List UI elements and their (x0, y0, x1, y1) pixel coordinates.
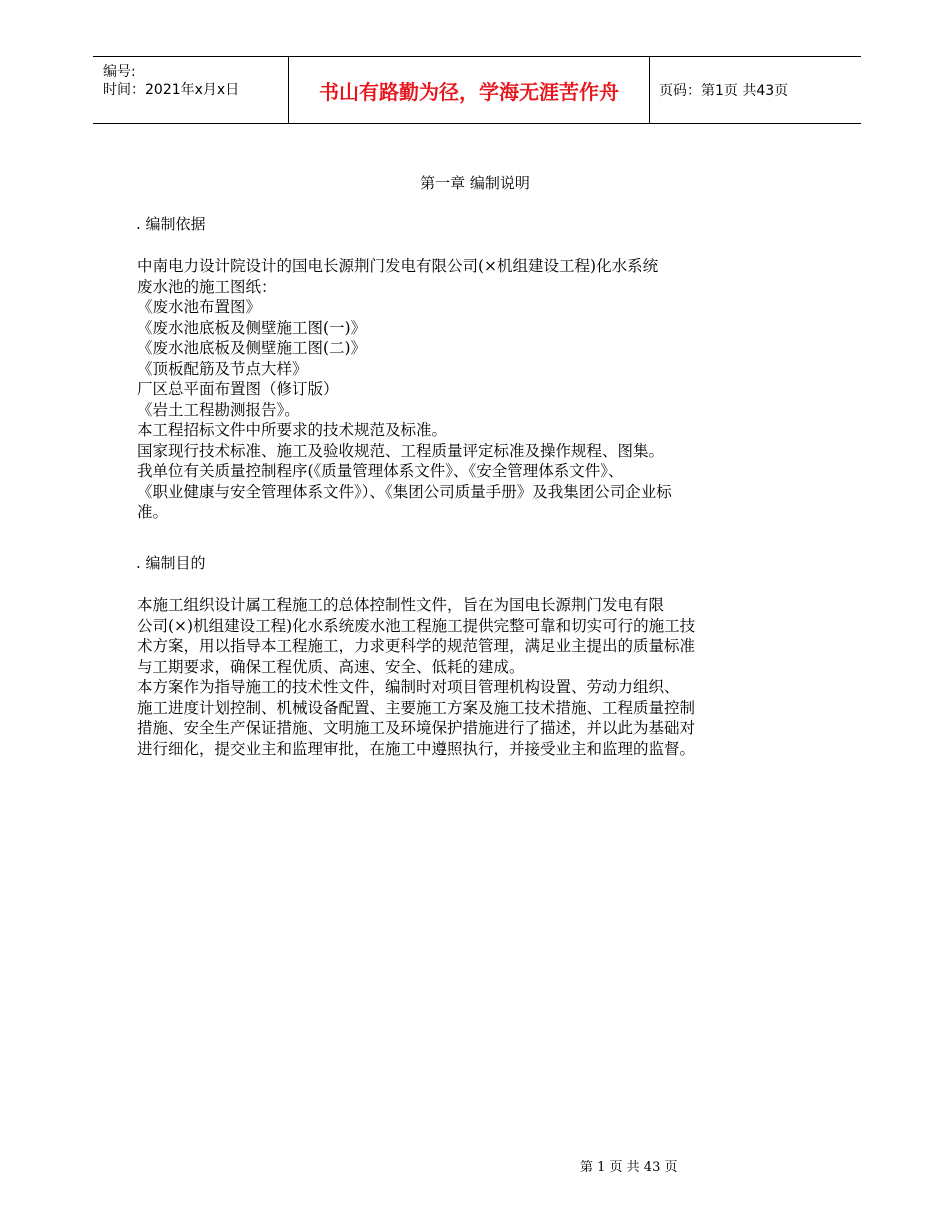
time-label: 时间：2021年x月x日 (103, 82, 240, 98)
text-line: 中南电力设计院设计的国电长源荆门发电有限公司(×机组建设工程)化水系统 (137, 257, 659, 275)
header-motto: 书山有路勤为径，学海无涯苦作舟 (319, 79, 619, 104)
text-line: 公司(×)机组建设工程)化水系统废水池工程施工提供完整可靠和切实可行的施工技 (137, 616, 696, 635)
header-meta (93, 57, 288, 123)
text-line: 准。 (137, 503, 169, 521)
section-body-basis (137, 256, 837, 523)
text-line: 厂区总平面布置图（修订版） (137, 380, 339, 398)
page-footer: 第 1 页 共 43 页 (580, 1160, 678, 1175)
text-line: 术方案，用以指导本工程施工，力求更科学的规范管理，满足业主提出的质量标准 (137, 637, 696, 655)
section-body-purpose (137, 595, 837, 759)
text-line: 本施工组织设计属工程施工的总体控制性文件，旨在为国电长源荆门发电有限 (137, 596, 665, 614)
text-line: 本方案作为指导施工的技术性文件，编制时对项目管理机构设置、劳动力组织、 (137, 678, 680, 696)
text-line: 施工进度计划控制、机械设备配置、主要施工方案及施工技术措施、工程质量控制 (137, 698, 696, 717)
chapter-title: 第一章 编制说明 (420, 174, 530, 192)
header-divider (649, 57, 650, 123)
text-line: 我单位有关质量控制程序(《质量管理体系文件》、《安全管理体系文件》、 (137, 462, 624, 480)
text-line: 《职业健康与安全管理体系文件》）、《集团公司质量手册》及我集团公司企业标 (137, 482, 672, 501)
text-line: 与工期要求，确保工程优质、高速、安全、低耗的建成。 (137, 657, 525, 676)
number-label: 编号: (103, 64, 136, 80)
text-line: 《岩土工程勘测报告》。 (137, 400, 300, 419)
section-heading-purpose: . 编制目的 (136, 554, 206, 572)
text-line: 《顶板配筋及节点大样》 (137, 359, 308, 378)
text-line: 废水池的施工图纸： (137, 277, 277, 296)
text-line: 《废水池布置图》 (137, 298, 262, 316)
text-line: 措施、安全生产保证措施、文明施工及环境保护措施进行了描述，并以此为基础对 (137, 719, 696, 737)
text-line: 国家现行技术标准、施工及验收规范、工程质量评定标准及操作规程、图集。 (137, 441, 665, 460)
text-line: 《废水池底板及侧壁施工图(一)》 (137, 318, 367, 337)
page-header (93, 56, 861, 124)
text-line: 进行细化，提交业主和监理审批，在施工中遵照执行，并接受业主和监理的监督。 (137, 739, 696, 758)
section-heading-basis: . 编制依据 (136, 215, 206, 233)
header-page-info: 页码：第1页 共43页 (659, 83, 789, 99)
text-line: 本工程招标文件中所要求的技术规范及标准。 (137, 421, 448, 439)
text-line: 《废水池底板及侧壁施工图(二)》 (137, 339, 367, 357)
